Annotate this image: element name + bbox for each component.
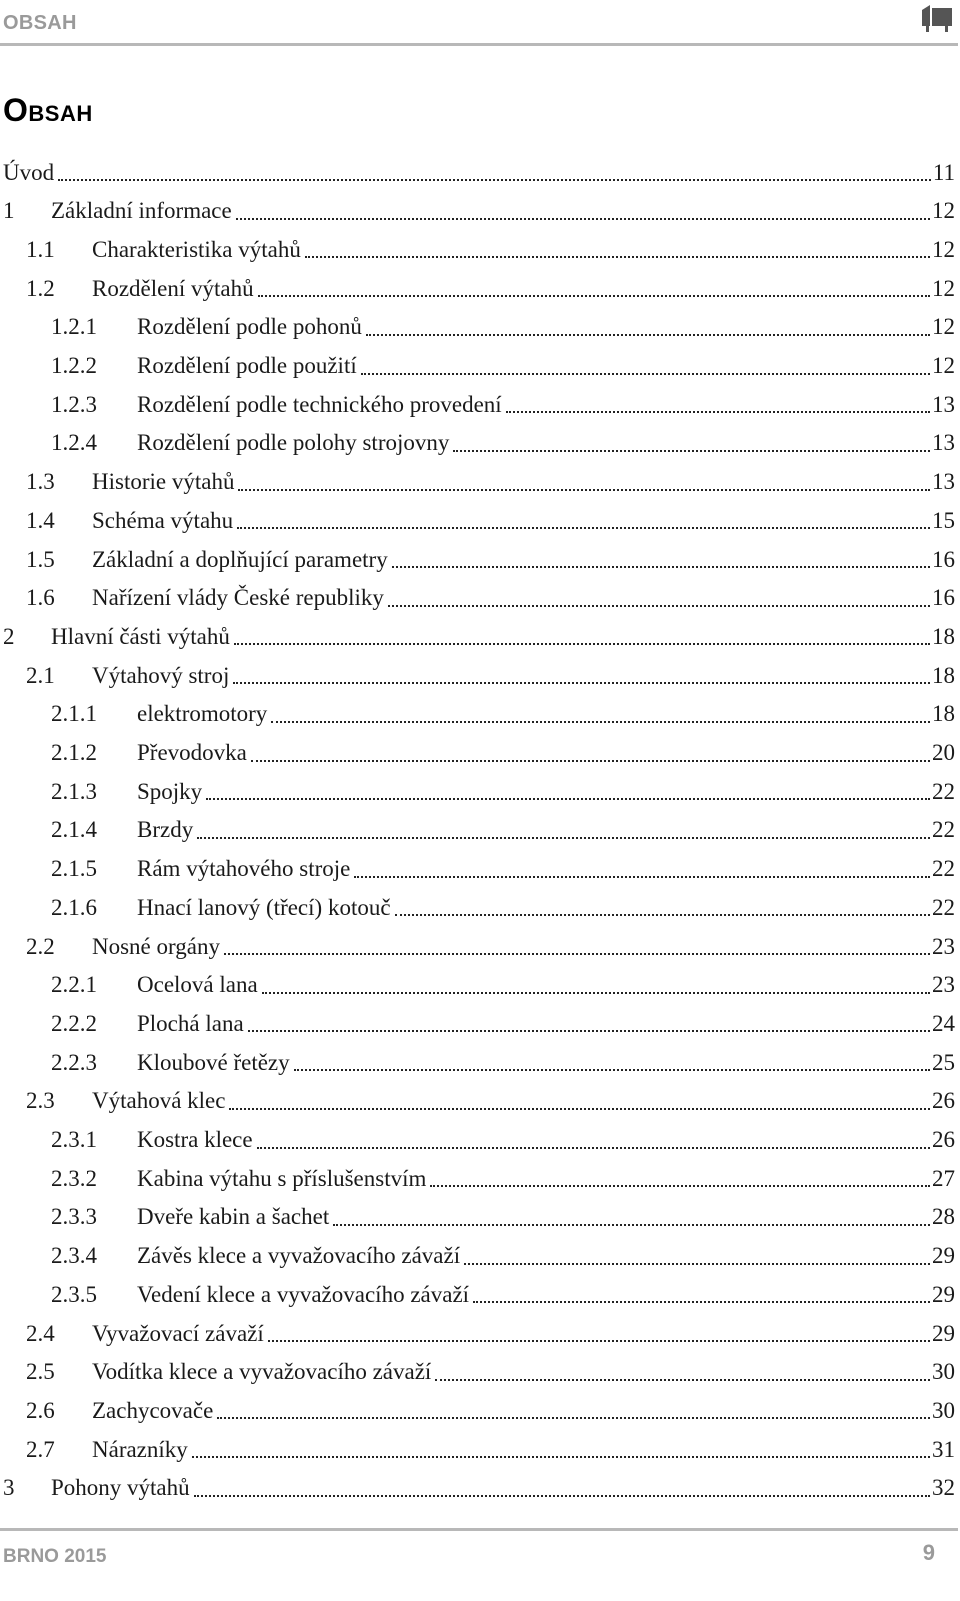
- toc-entry-page: 26: [932, 1127, 955, 1152]
- toc-entry[interactable]: [0, 1082, 955, 1121]
- toc-dot-leader: [435, 1379, 930, 1381]
- toc-entry-title: Ocelová lana: [137, 972, 258, 998]
- toc-entry-title: Brzdy: [137, 817, 194, 843]
- toc-entry-number: 2: [3, 623, 15, 649]
- toc-entry-title: Úvod: [3, 159, 55, 185]
- toc-entry[interactable]: [0, 811, 955, 850]
- toc-entry-page: 18: [932, 701, 955, 727]
- toc-entry[interactable]: [0, 1314, 955, 1353]
- toc-entry-title: Kostra klece: [137, 1127, 253, 1152]
- toc-entry-page: 22: [932, 817, 955, 843]
- toc-entry[interactable]: [0, 192, 955, 231]
- toc-entry-number: 1.4: [26, 507, 55, 533]
- toc-entry-title: Nárazníky: [92, 1436, 188, 1462]
- toc-entry-page: 30: [932, 1359, 955, 1385]
- toc-entry[interactable]: [0, 1275, 955, 1314]
- toc-entry-page: 29: [932, 1281, 955, 1307]
- toc-entry[interactable]: [0, 501, 955, 540]
- toc-entry-number: 2.1.3: [51, 778, 97, 804]
- toc-entry-title: Základní a doplňující parametry: [92, 546, 388, 572]
- toc-entry-page: 32: [932, 1475, 955, 1501]
- toc-entry-number: 1: [3, 198, 15, 224]
- toc-entry-number: 2.4: [26, 1320, 55, 1346]
- toc-entry[interactable]: [0, 850, 955, 889]
- toc-entry-title: Výtahový stroj: [92, 662, 230, 688]
- toc-entry[interactable]: [0, 269, 955, 308]
- toc-entry-page: 13: [932, 391, 955, 417]
- institution-logo-icon: [921, 4, 953, 34]
- toc-entry[interactable]: [0, 656, 955, 695]
- toc-entry[interactable]: [0, 617, 955, 656]
- toc-entry-page: 12: [932, 236, 955, 262]
- toc-entry[interactable]: [0, 153, 955, 192]
- header-divider: [0, 43, 958, 46]
- toc-entry-title: Základní informace: [51, 198, 232, 224]
- toc-entry-number: 1.2.2: [51, 353, 97, 378]
- toc-entry-title: Rozdělení výtahů: [92, 275, 254, 301]
- toc-entry-page: 26: [932, 1088, 955, 1114]
- toc-entry-page: 12: [932, 314, 955, 340]
- toc-entry-number: 2.7: [26, 1436, 55, 1462]
- toc-entry-number: 2.3.2: [51, 1165, 97, 1191]
- toc-entry[interactable]: [0, 734, 955, 773]
- header-section-label: OBSAH: [3, 12, 77, 34]
- toc-entry-page: 12: [932, 198, 955, 224]
- toc-dot-leader: [268, 1340, 930, 1342]
- toc-entry[interactable]: [0, 230, 955, 269]
- toc-entry-title: Vodítka klece a vyvažovacího závaží: [92, 1359, 432, 1385]
- toc-entry-title: Pohony výtahů: [51, 1475, 190, 1501]
- toc-entry-number: 1.2.3: [51, 391, 97, 417]
- toc-dot-leader: [251, 760, 930, 762]
- toc-entry-page: 12: [932, 353, 955, 378]
- toc-entry-number: 2.1.2: [51, 740, 97, 765]
- toc-entry-number: 2.2.2: [51, 1010, 97, 1036]
- toc-entry[interactable]: [0, 1159, 955, 1198]
- toc-entry[interactable]: [0, 695, 955, 734]
- toc-dot-leader: [194, 1495, 930, 1497]
- toc-dot-leader: [192, 1456, 930, 1458]
- toc-entry[interactable]: [0, 1430, 955, 1469]
- toc-entry[interactable]: [0, 424, 955, 463]
- toc-dot-leader: [361, 373, 930, 375]
- toc-entry-number: 2.3.5: [51, 1281, 97, 1307]
- toc-entry-number: 1.6: [26, 585, 55, 611]
- toc-dot-leader: [258, 295, 930, 297]
- toc-entry[interactable]: [0, 1237, 955, 1276]
- toc-entry-number: 1.2.1: [51, 314, 97, 340]
- toc-entry[interactable]: [0, 1469, 955, 1508]
- toc-entry-title: Hlavní části výtahů: [51, 623, 230, 649]
- toc-entry[interactable]: [0, 772, 955, 811]
- toc-entry-title: Rozdělení podle technického provedení: [137, 391, 502, 417]
- toc-entry-page: 18: [932, 662, 955, 688]
- toc-entry[interactable]: [0, 308, 955, 347]
- toc-entry-page: 29: [932, 1320, 955, 1346]
- toc-dot-leader: [473, 1301, 930, 1303]
- toc-entry-number: 3: [3, 1475, 15, 1501]
- toc-entry-number: 2.3.4: [51, 1243, 97, 1269]
- toc-dot-leader: [354, 876, 930, 878]
- toc-entry-number: 1.2.4: [51, 430, 97, 456]
- footer-page-number: 9: [922, 1540, 935, 1565]
- toc-entry-page: 24: [932, 1010, 955, 1036]
- toc-dot-leader: [262, 992, 930, 994]
- toc-entry[interactable]: [0, 1004, 955, 1043]
- toc-dot-leader: [305, 256, 930, 258]
- page-title: Obsah: [3, 92, 93, 128]
- toc-entry-page: 27: [932, 1165, 955, 1191]
- toc-entry-page: 13: [932, 430, 955, 456]
- toc-entry-title: Převodovka: [137, 740, 247, 765]
- toc-entry-number: 2.2: [26, 933, 55, 959]
- toc-entry-number: 1.1: [26, 236, 55, 262]
- toc-entry[interactable]: [0, 927, 955, 966]
- page-header: [0, 0, 960, 48]
- toc-dot-leader: [224, 953, 930, 955]
- toc-dot-leader: [257, 1147, 930, 1149]
- footer-divider: [0, 1528, 958, 1531]
- toc-entry-page: 16: [932, 546, 955, 572]
- toc-dot-leader: [388, 605, 930, 607]
- toc-dot-leader: [333, 1224, 930, 1226]
- toc-entry-page: 29: [932, 1243, 955, 1269]
- toc-entry[interactable]: [0, 540, 955, 579]
- toc-entry-page: 22: [932, 856, 955, 882]
- toc-entry-title: Dveře kabin a šachet: [137, 1204, 330, 1230]
- toc-entry-title: Kabina výtahu s příslušenstvím: [137, 1165, 427, 1191]
- toc-entry-title: Historie výtahů: [92, 469, 235, 495]
- toc-dot-leader: [294, 1069, 930, 1071]
- toc-dot-leader: [58, 179, 931, 181]
- toc-entry-page: 30: [932, 1397, 955, 1423]
- toc-dot-leader: [238, 489, 930, 491]
- toc-dot-leader: [229, 1108, 930, 1110]
- toc-entry-title: Charakteristika výtahů: [92, 236, 301, 262]
- toc-entry-number: 2.6: [26, 1397, 55, 1423]
- footer-location-year: BRNO 2015: [3, 1546, 107, 1567]
- toc-entry-title: elektromotory: [137, 701, 268, 727]
- toc-entry-number: 2.2.3: [51, 1049, 97, 1075]
- toc-entry-page: 16: [932, 585, 955, 611]
- toc-entry-page: 15: [932, 507, 955, 533]
- toc-entry-page: 22: [932, 894, 955, 920]
- toc-dot-leader: [271, 721, 930, 723]
- toc-entry[interactable]: [0, 385, 955, 424]
- toc-entry-number: 1.3: [26, 469, 55, 495]
- toc-dot-leader: [206, 798, 930, 800]
- toc-entry-page: 31: [932, 1436, 955, 1462]
- toc-entry-page: 20: [932, 740, 955, 765]
- toc-entry-title: Rozdělení podle použití: [137, 353, 357, 378]
- toc-dot-leader: [197, 837, 930, 839]
- toc-entry[interactable]: [0, 966, 955, 1005]
- toc-entry-title: Kloubové řetězy: [137, 1049, 290, 1075]
- toc-entry-title: Nosné orgány: [92, 933, 220, 959]
- toc-entry-number: 2.3.1: [51, 1127, 97, 1152]
- toc-entry-title: Rozdělení podle pohonů: [137, 314, 362, 340]
- toc-entry-page: 11: [932, 159, 955, 185]
- toc-entry-number: 2.1.1: [51, 701, 97, 727]
- toc-entry-title: Hnací lanový (třecí) kotouč: [137, 894, 391, 920]
- toc-entry-number: 2.1: [26, 662, 55, 688]
- toc-entry-number: 2.1.4: [51, 817, 97, 843]
- toc-entry[interactable]: [0, 347, 955, 386]
- toc-entry-number: 2.5: [26, 1359, 55, 1385]
- toc-entry[interactable]: [0, 1353, 955, 1392]
- toc-entry-title: Schéma výtahu: [92, 507, 234, 533]
- toc-dot-leader: [236, 218, 930, 220]
- toc-entry-number: 2.2.1: [51, 972, 97, 998]
- toc-entry-page: 12: [932, 275, 955, 301]
- toc-entry-page: 23: [932, 972, 955, 998]
- toc-entry-title: Rám výtahového stroje: [137, 856, 351, 882]
- toc-entry-title: Spojky: [137, 778, 203, 804]
- toc-dot-leader: [506, 411, 930, 413]
- toc-entry[interactable]: [0, 888, 955, 927]
- toc-dot-leader: [430, 1185, 930, 1187]
- toc-entry-number: 2.1.5: [51, 856, 97, 882]
- toc-dot-leader: [453, 450, 930, 452]
- toc-entry-title: Plochá lana: [137, 1010, 244, 1036]
- toc-dot-leader: [237, 527, 930, 529]
- toc-entry[interactable]: [0, 463, 955, 502]
- toc-entry-page: 25: [932, 1049, 955, 1075]
- toc-dot-leader: [234, 643, 930, 645]
- toc-entry-title: Rozdělení podle polohy strojovny: [137, 430, 450, 456]
- toc-dot-leader: [217, 1417, 930, 1419]
- toc-entry-title: Nařízení vlády České republiky: [92, 585, 384, 611]
- toc-entry[interactable]: [0, 579, 955, 618]
- toc-entry-page: 23: [932, 933, 955, 959]
- toc-dot-leader: [248, 1030, 930, 1032]
- toc-dot-leader: [464, 1263, 930, 1265]
- toc-entry-page: 18: [932, 623, 955, 649]
- toc-entry[interactable]: [0, 1198, 955, 1237]
- toc-dot-leader: [366, 334, 930, 336]
- toc-dot-leader: [395, 914, 930, 916]
- toc-entry-page: 22: [932, 778, 955, 804]
- toc-entry[interactable]: [0, 1121, 955, 1160]
- toc-entry-page: 28: [932, 1204, 955, 1230]
- toc-entry[interactable]: [0, 1043, 955, 1082]
- toc-entry-number: 1.2: [26, 275, 55, 301]
- toc-entry-number: 2.3: [26, 1088, 55, 1114]
- toc-entry[interactable]: [0, 1391, 955, 1430]
- toc-entry-title: Vyvažovací závaží: [92, 1320, 264, 1346]
- toc-entry-title: Zachycovače: [92, 1397, 214, 1423]
- toc-entry-number: 2.3.3: [51, 1204, 97, 1230]
- toc-entry-number: 1.5: [26, 546, 55, 572]
- toc-entry-title: Výtahová klec: [92, 1088, 226, 1114]
- toc-dot-leader: [233, 682, 930, 684]
- toc-dot-leader: [392, 566, 930, 568]
- toc-entry-title: Závěs klece a vyvažovacího závaží: [137, 1243, 461, 1269]
- toc-entry-title: Vedení klece a vyvažovacího závaží: [137, 1281, 470, 1307]
- toc-entry-number: 2.1.6: [51, 894, 97, 920]
- toc-entry-page: 13: [932, 469, 955, 495]
